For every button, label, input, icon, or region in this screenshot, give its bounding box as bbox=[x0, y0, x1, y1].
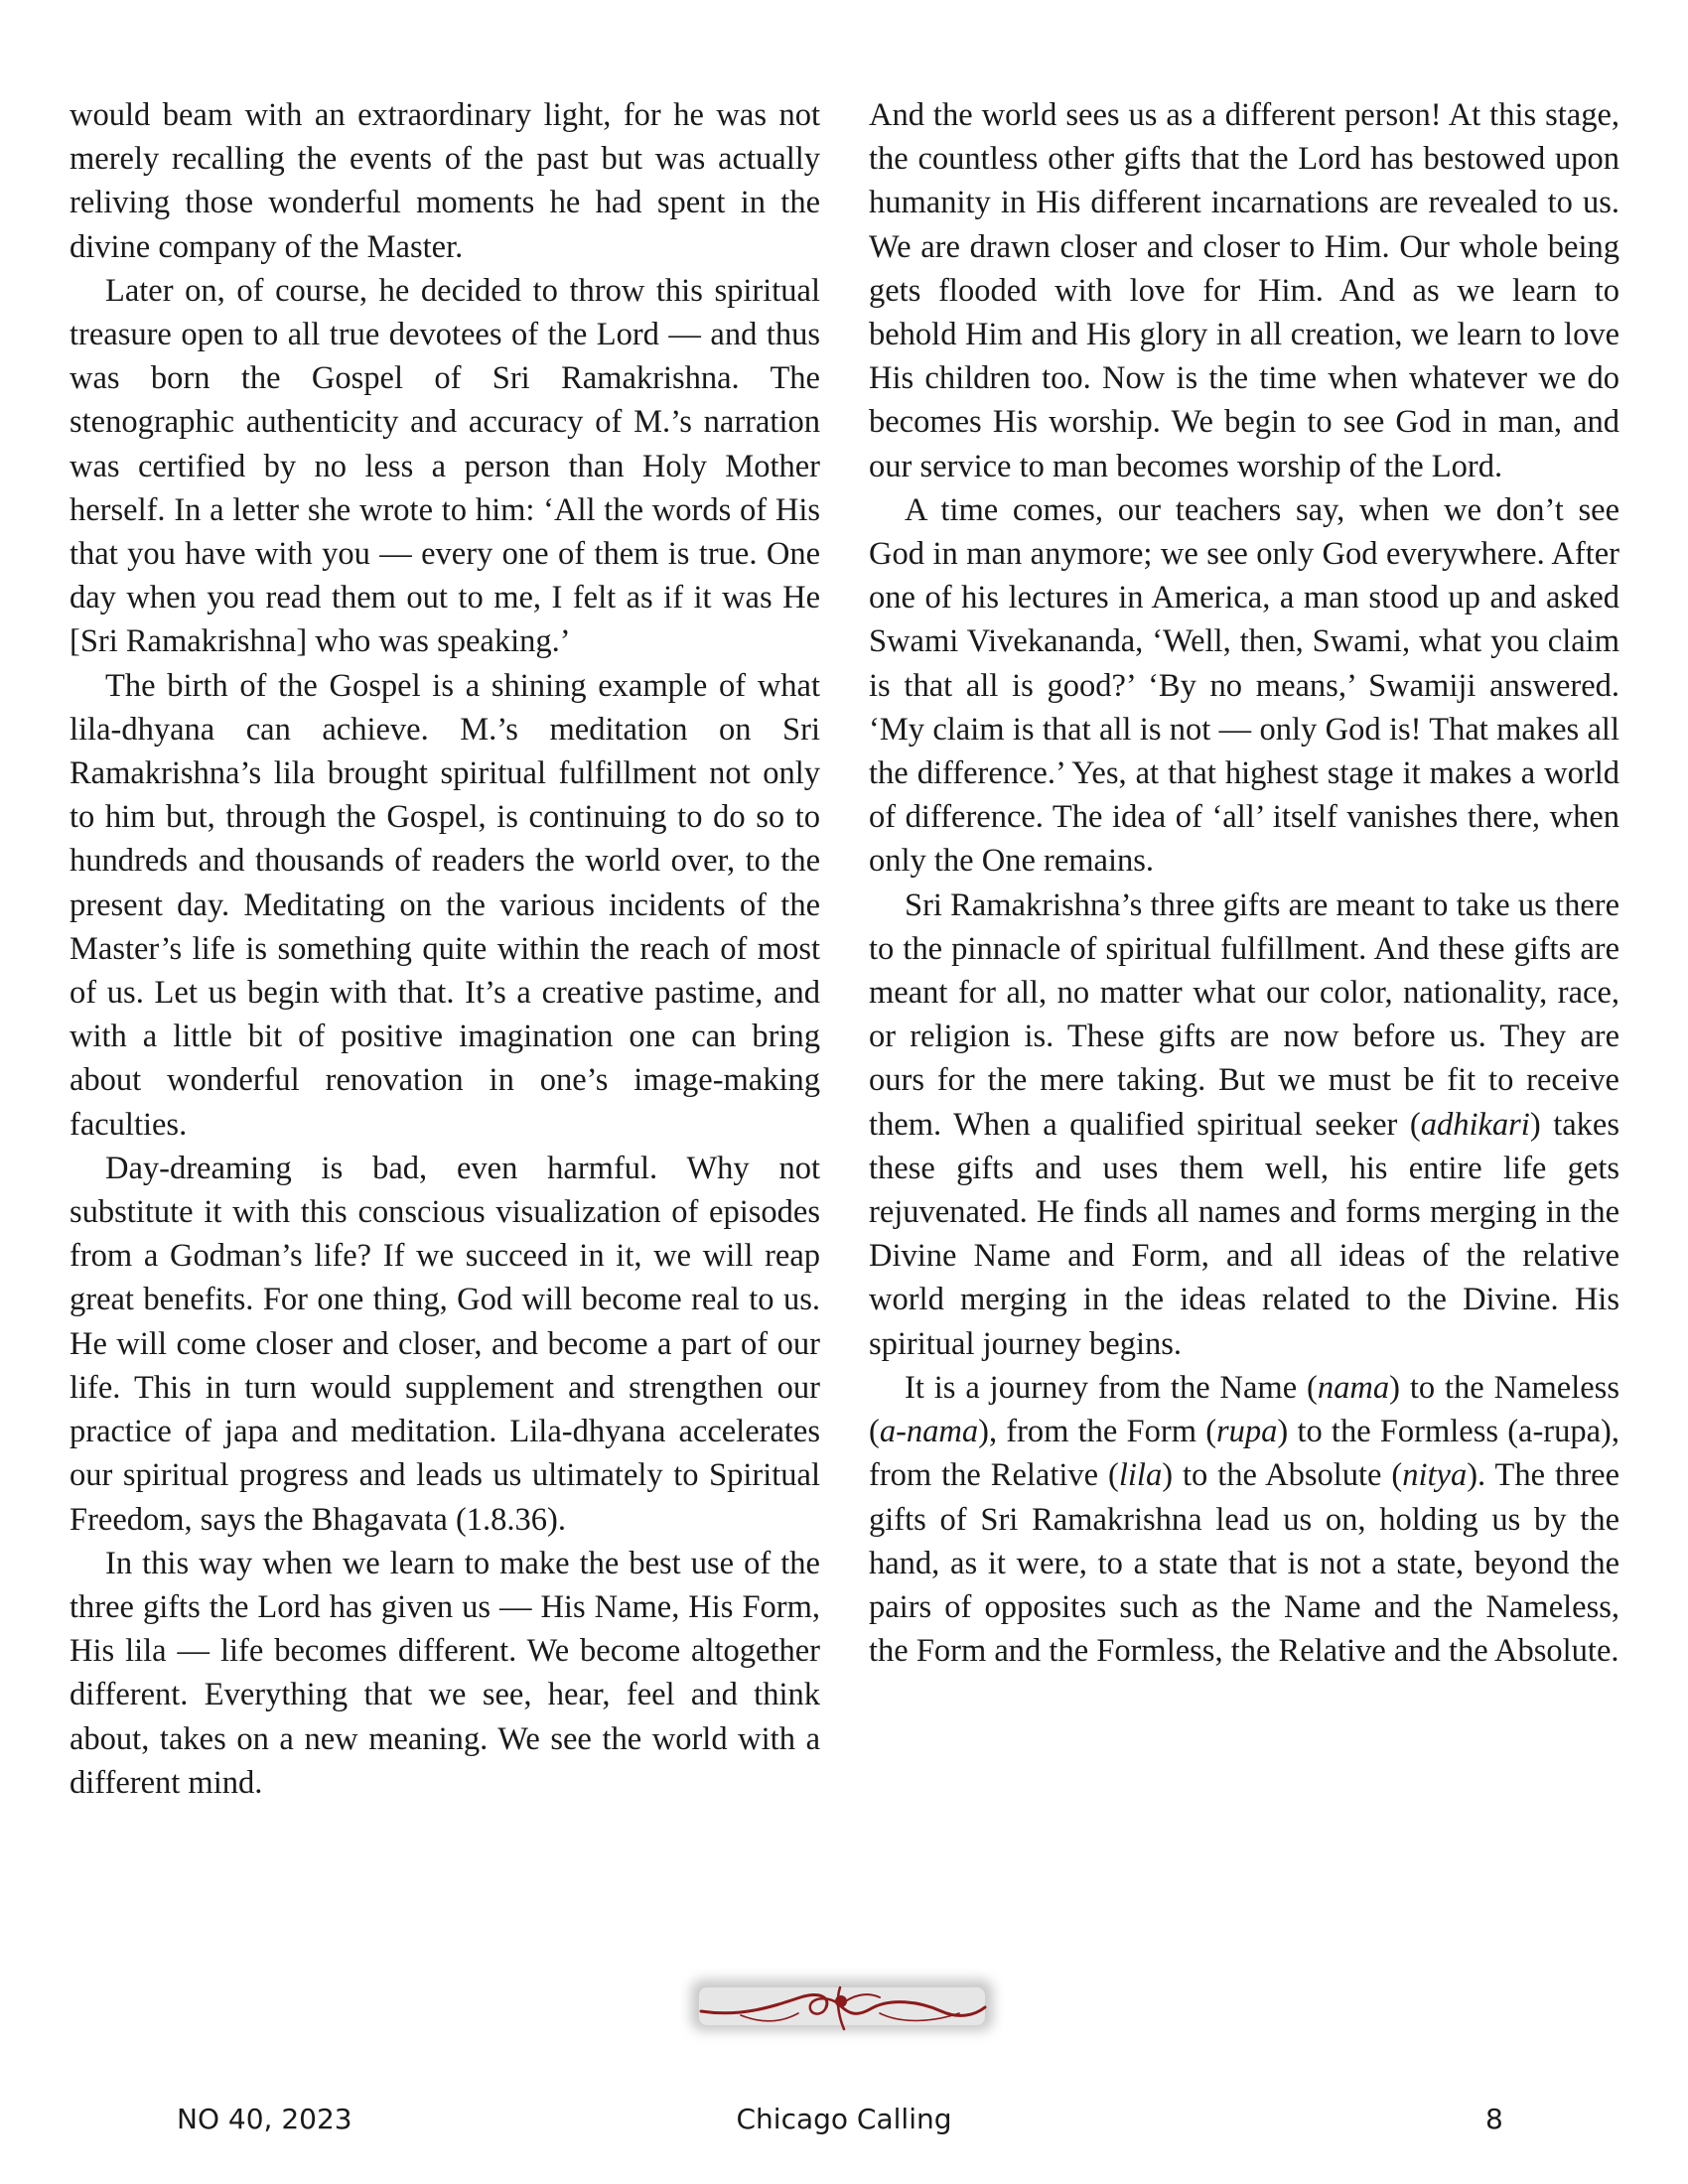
italic-term: nama bbox=[1317, 1369, 1390, 1406]
paragraph bbox=[70, 93, 820, 269]
paragraph bbox=[70, 1542, 820, 1805]
paragraph-text: Later on, of course, he decided to throw this spiritual treasure open to all true devotees of the Lord — and thus was born the Gospel of Sri Ramakrishna. The stenographic authenticity and accuracy of M.’s narration was certified by no less a person than Holy Mother herself. In a letter she wrote to him: ‘All the words of His that you have with you — every one of them is true. One day when you read them out to me, I felt as if it was He [Sri Ramakrishna] who was speaking.’ bbox=[70, 272, 820, 660]
footer-page-number: 8 bbox=[1485, 2103, 1503, 2135]
floral-swirl-ornament-icon bbox=[681, 1968, 1003, 2045]
paragraph bbox=[70, 269, 820, 664]
paragraph-text: A time comes, our teachers say, when we don’t see God in man anymore; we see only God everywhere. After one of his lectures in America, a man stood up and asked Swami Vivekananda, ‘Well, then, Swami, what you claim is that all is good?’ ‘By no means,’ Swamiji answered. ‘My claim is that all is not — only God is! That makes all the difference.’ Yes, at that highest stage it makes a world of difference. The idea of ‘all’ itself vanishes there, when only the One remains. bbox=[869, 491, 1619, 880]
italic-term: lila bbox=[1118, 1457, 1163, 1494]
paragraph-text: And the world sees us as a different person! At this stage, the countless other gifts that the Lord has bestowed upon humanity in His different incarnations are revealed to us. We are drawn closer and closer to Him. Our whole being gets flooded with love for Him. And as we learn to behold Him and His glory in all creation, we learn to love His children too. Now is the time when whatever we do becomes His worship. We begin to see God in man, and our service to man becomes worship of the Lord. bbox=[869, 97, 1619, 484]
paragraph-text: ) takes these gifts and uses them well, his entire life gets rejuvenated. He finds all names and forms merging in the Divine Name and Form, and all ideas of the relative world merging in the ideas related to the Divine. His spiritual journey begins. bbox=[869, 1106, 1619, 1362]
italic-term: adhikari bbox=[1420, 1106, 1530, 1143]
paragraph-text: Day-dreaming is bad, even harmful. Why not substitute it with this conscious visualization of episodes from a Godman’s life? If we succeed in it, we will reap great benefits. For one thing, God will become real to us. He will come closer and closer, and become a part of our life. This in turn would supplement and strengthen our practice of japa and meditation. Lila-dhyana accelerates our spiritual progress and leads us ultimately to Spiritual Freedom, says the Bhagavata (1.8.36). bbox=[70, 1150, 820, 1538]
paragraph bbox=[869, 884, 1619, 1366]
paragraph bbox=[869, 1366, 1619, 1673]
paragraph-text: ). The three gifts of Sri Ramakrishna lead us on, holding us by the hand, as it were, to a state that is not a state, beyond the pairs of opposites such as the Name and the Nameless, the Form and the Formless, the Relative and the Absolute. bbox=[869, 1457, 1619, 1670]
footer-issue: NO 40, 2023 bbox=[177, 2103, 352, 2135]
paragraph bbox=[869, 93, 1619, 488]
italic-term: a-nama bbox=[879, 1414, 979, 1450]
italic-term: rupa bbox=[1216, 1414, 1278, 1450]
right-column bbox=[869, 93, 1619, 1673]
paragraph-text: ), from the Form ( bbox=[978, 1414, 1217, 1450]
paragraph bbox=[70, 664, 820, 1147]
left-column bbox=[70, 93, 820, 1805]
paragraph-text: Sri Ramakrishna’s three gifts are meant to take us there to the pinnacle of spiritual fulfillment. And these gifts are meant for all, no matter what our color, nationality, race, or religion is. These gifts are now before us. They are ours for the mere taking. But we must be fit to receive them. When a qualified spiritual seeker ( bbox=[869, 887, 1619, 1143]
footer-publication: Chicago Calling bbox=[736, 2103, 952, 2135]
paragraph bbox=[70, 1147, 820, 1542]
italic-term: nitya bbox=[1402, 1457, 1468, 1494]
paragraph bbox=[869, 488, 1619, 884]
paragraph-text: The birth of the Gospel is a shining example of what lila-dhyana can achieve. M.’s meditation on Sri Ramakrishna’s lila brought spiritual fulfillment not only to him but, through the Gospel, is continuing to do so to hundreds and thousands of readers the world over, to the present day. Meditating on the various incidents of the Master’s life is something quite within the reach of most of us. Let us begin with that. It’s a creative pastime, and with a little bit of positive imagination one can bring about wonderful renovation in one’s image-making faculties. bbox=[70, 667, 820, 1143]
paragraph-text: ) to the Absolute ( bbox=[1162, 1457, 1403, 1494]
paragraph-text: ) to the Formless (a-rupa), from the Relative ( bbox=[869, 1414, 1619, 1494]
paragraph-text: In this way when we learn to make the best use of the three gifts the Lord has given us — His Name, His Form, His lila — life becomes different. We become altogether different. Everything that we see, hear, feel and think about, takes on a new meaning. We see the world with a different mind. bbox=[70, 1545, 820, 1801]
paragraph-text: would beam with an extraordinary light, for he was not merely recalling the events of the past but was actually reliving those wonderful moments he had spent in the divine company of the Master. bbox=[70, 97, 820, 265]
paragraph-text: ) to the Nameless ( bbox=[869, 1369, 1619, 1450]
paragraph-text: It is a journey from the Name ( bbox=[905, 1369, 1318, 1406]
